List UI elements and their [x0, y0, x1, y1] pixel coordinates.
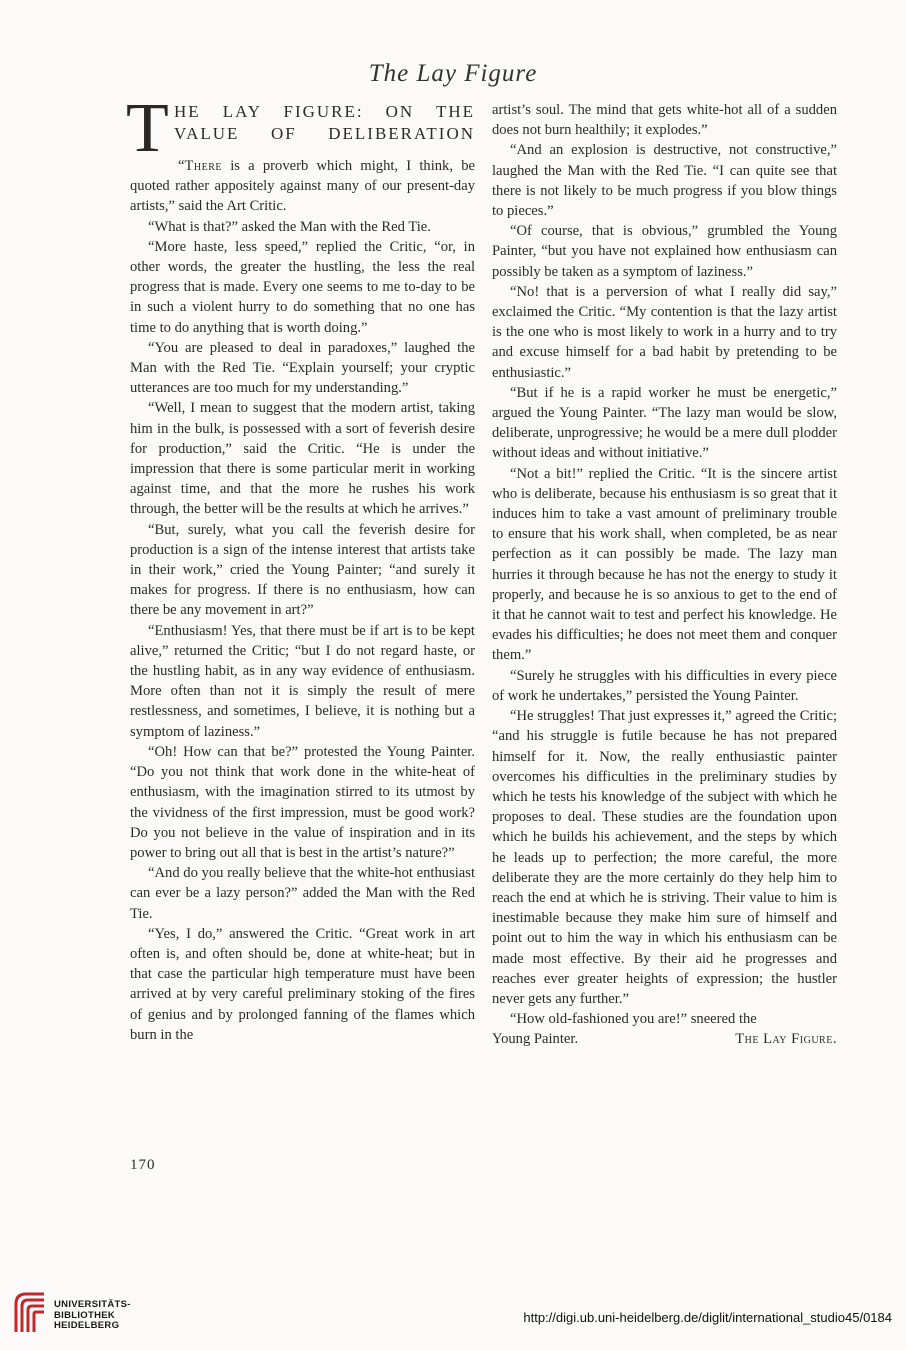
paragraph: “Yes, I do,” answered the Critic. “Great work in art often is, and often should be, done at white-heat; but in that case the particular high temperature must have been arrived at by very careful preliminary stoking of the fires of genius and by prolonged fanning of the flames which burn in the	[130, 925, 475, 1043]
closing-text: Young Painter.	[492, 1031, 579, 1048]
right-column	[492, 100, 837, 1050]
paragraph: “And an explosion is destructive, not constructive,” laughed the Man with the Red Tie. “I can quite see that there is not likely to be much progress if you blow things to pieces.”	[492, 142, 837, 220]
library-line-3: HEIDELBERG	[54, 1320, 120, 1331]
library-line-1: UNIVERSITÄTS-	[54, 1299, 131, 1310]
paragraph: “Not a bit!” replied the Critic. “It is the sincere artist who is deliberate, because his enthusiasm is so great that it induces him to take a vast amount of preliminary trouble to ensure that his work shall, when completed, be as near perfection as it can possibly be made. The lazy man hurries it through because he has not the energy to study it properly, and because he is so anxious to get to the end of it that he cannot wait to test and perfect his knowledge. He evades his difficulties; he does not meet them and conquer them.”	[492, 465, 837, 664]
paragraph: “And do you really believe that the white-hot enthusiast can ever be a lazy person?” added the Man with the Red Tie.	[130, 865, 475, 922]
paragraph-continuation: artist’s soul. The mind that gets white-hot all of a sudden does not burn healthily; it explodes.”	[492, 102, 837, 139]
left-column	[126, 90, 475, 1045]
library-line-2: BIBLIOTHEK	[54, 1309, 116, 1321]
paragraph: “There is a proverb which might, I think, be quoted rather appositely against many of our present-day artists,” said the Art Critic.	[130, 158, 475, 215]
paragraph: “What is that?” asked the Man with the Red Tie.	[148, 218, 431, 235]
running-title: The Lay Figure	[368, 60, 538, 87]
first-paragraph-text: is a proverb which might, I think, be quoted rather appositely against many of our present-day artists,” said the Art Critic.	[130, 158, 475, 215]
footer	[0, 1280, 906, 1350]
paragraph: “Of course, that is obvious,” grumbled the Young Painter, “but you have not explained how enthusiasm can possibly be taken as a symptom of laziness.”	[492, 223, 837, 280]
paragraph: “You are pleased to deal in paradoxes,” laughed the Man with the Red Tie. “Explain yourself; your cryptic utterances are too much for my understanding.”	[130, 339, 475, 397]
paragraph: “How old-fashioned you are!” sneered the	[510, 1011, 757, 1028]
paragraph: “Surely he struggles with his difficulties in every piece of work he undertakes,” persisted the Young Painter.	[492, 667, 837, 704]
first-word: There	[184, 158, 223, 174]
drop-cap: T	[126, 90, 169, 167]
library-logo-icon	[8, 1288, 52, 1336]
heading-line-2: VALUE OF DELIBERATION	[174, 124, 475, 143]
paragraph: “But, surely, what you call the feverish desire for production is a sign of the intense interest that artists take in their work,” cried the Young Painter; “and surely it makes for progress. If there is no enthusiasm, how can there be any movement in art?”	[130, 521, 475, 619]
closing-line	[492, 1029, 837, 1049]
paragraph: “He struggles! That just expresses it,” agreed the Critic; “and his struggle is futile because he has not prepared himself for it. Now, the really enthusiastic painter overcomes his difficulties in the preliminary studies by which he tests his knowledge of the subject with which he proposes to deal. These studies are the foundation upon which he builds his achievement, and the steps by which he leads up to perfection; the more careful, the more deliberate they are the more certainly do they help him to reach the end at which he is striving. Their value to him is inestimable because they make him sure of himself and point out to him the way in which his enthusiasm can be made most effective. By their aid he progresses and reaches ever greater heights of expression; the hustler never gets any further.”	[492, 708, 837, 1007]
page-number: 170	[130, 1157, 156, 1173]
paragraph: “Oh! How can that be?” protested the Young Painter. “Do you not think that work done in the white-heat of enthusiasm, with the imagination stirred to its utmost by the vividness of the first impression, must be good work? Do you not believe in the value of inspiration and in its power to bring out all that is best in the artist’s nature?”	[130, 743, 475, 861]
paragraph: “No! that is a perversion of what I really did say,” exclaimed the Critic. “My contention is that the lazy artist is the one who is most likely to work in a hurry and to try and excuse himself for a bad habit by pretending to be enthusiastic.”	[492, 283, 837, 381]
heading-line-1: HE LAY FIGURE: ON THE	[174, 102, 475, 121]
signature: The Lay Figure.	[735, 1031, 837, 1048]
library-name	[54, 1300, 131, 1332]
source-url-link[interactable]: http://digi.ub.uni-heidelberg.de/diglit/international_studio45/0184	[523, 1310, 892, 1325]
paragraph: “More haste, less speed,” replied the Critic, “or, in other words, the greater the hustling, the less the real progress that is made. Every one seems to me to-day to be in such a violent hurry to do something that no one has time to do anything that is worth doing.”	[130, 238, 475, 336]
paragraph: “Well, I mean to suggest that the modern artist, taking him in the bulk, is possessed with a sort of feverish desire for production,” said the Critic. “He is under the impression that there is some particular merit in working against time, and that the more he rushes his work through, the better will be the results at which he arrives.”	[130, 400, 475, 518]
paragraph: “But if he is a rapid worker he must be energetic,” argued the Young Painter. “The lazy man would be slow, deliberate, unprogressive; he would be a mere dull plodder without ideas and without initiative.”	[492, 384, 837, 462]
paragraph: “Enthusiasm! Yes, that there must be if art is to be kept alive,” returned the Critic; “but I do not regard haste, or the hustling habit, as in any way evidence of enthusiasm. More often than not it is simply the result of mere restlessness, and sometimes, I believe, it is nothing but a symptom of laziness.”	[130, 622, 475, 740]
